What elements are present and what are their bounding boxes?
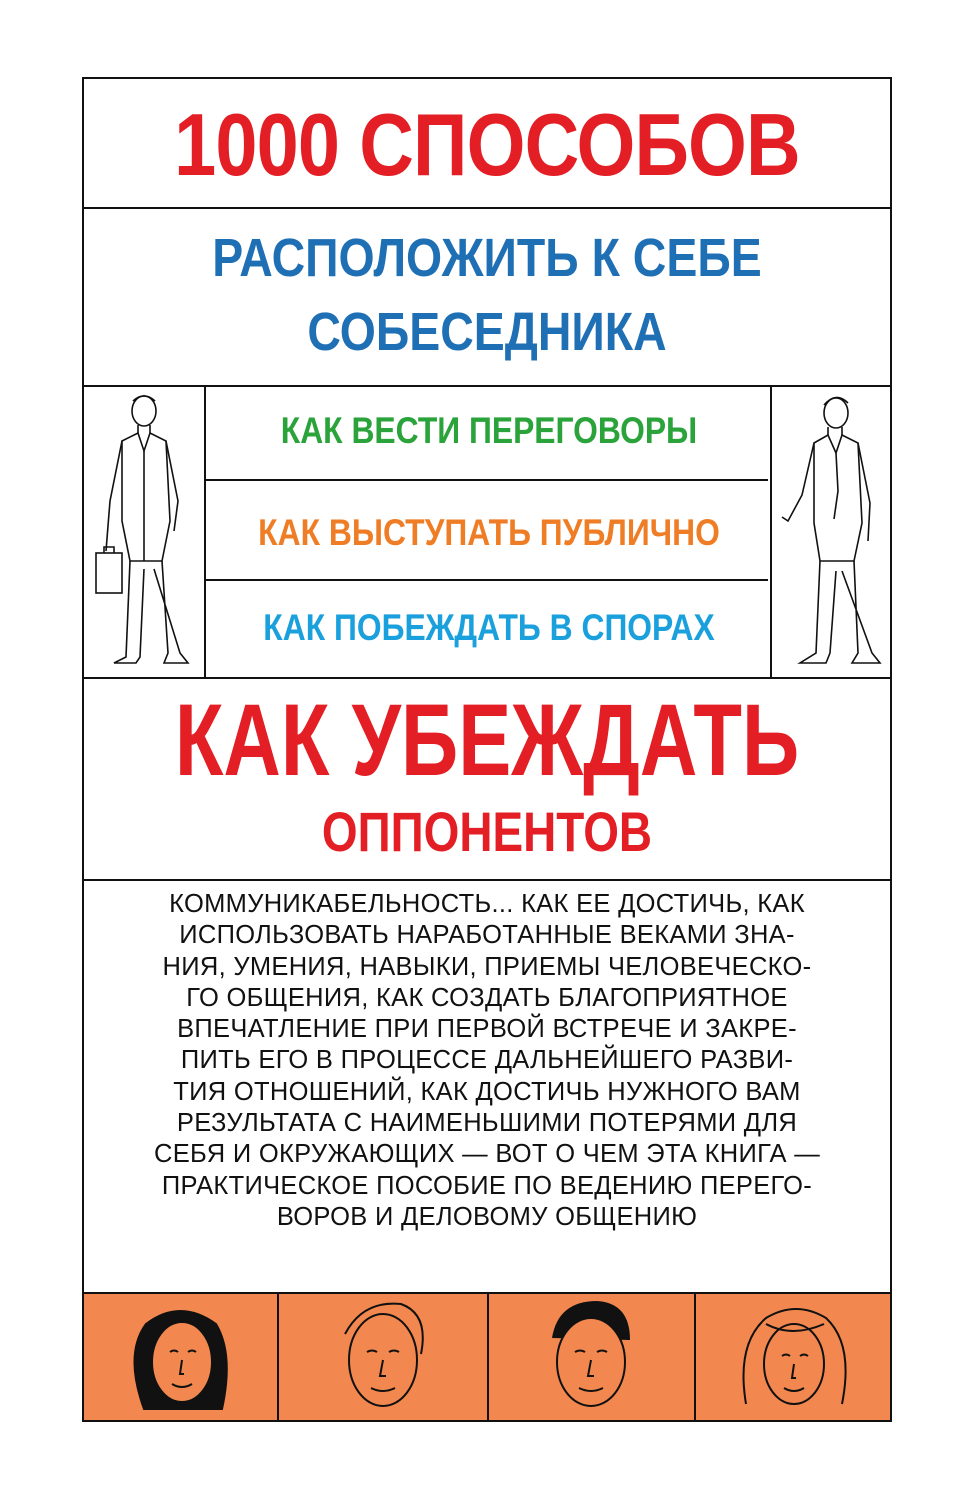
man-face-icon (279, 1294, 487, 1420)
divider (84, 879, 890, 881)
faces-band (84, 1294, 890, 1420)
businessman-gesturing-icon (780, 391, 886, 673)
cover-title: 1000 СПОСОБОВ (174, 95, 800, 194)
divider (206, 479, 768, 481)
woman-face-icon (696, 1294, 890, 1420)
description (84, 889, 890, 1294)
topic-public-speaking: КАК ВЫСТУПАТЬ ПУБЛИЧНО (258, 512, 720, 553)
description-line: НИЯ, УМЕНИЯ, НАВЫКИ, ПРИЕМЫ ЧЕЛОВЕЧЕСКО- (162, 952, 812, 981)
description-line: ВПЕЧАТЛЕНИЕ ПРИ ПЕРВОЙ ВСТРЕЧЕ И ЗАКРЕ- (177, 1015, 797, 1044)
description-line: ПРАКТИЧЕСКОЕ ПОСОБИЕ ПО ВЕДЕНИЮ ПЕРЕГО- (161, 1171, 813, 1200)
divider (204, 385, 206, 677)
description-line: ПИТЬ ЕГО В ПРОЦЕССЕ ДАЛЬНЕЙШЕГО РАЗВИ- (180, 1046, 794, 1075)
main-subtitle: ОППОНЕНТОВ (321, 800, 653, 863)
topic-negotiations: КАК ВЕСТИ ПЕРЕГОВОРЫ (280, 410, 698, 451)
divider (770, 385, 772, 677)
man-face-icon (489, 1294, 694, 1420)
description-line: РЕЗУЛЬТАТА С НАИМЕНЬШИМИ ПОТЕРЯМИ ДЛЯ (176, 1109, 798, 1138)
divider (84, 677, 890, 679)
divider (206, 579, 768, 581)
divider (84, 207, 890, 209)
description-line: ГО ОБЩЕНИЯ, КАК СОЗДАТЬ БЛАГОПРИЯТНОЕ (186, 983, 788, 1012)
topic-arguments: КАК ПОБЕЖДАТЬ В СПОРАХ (263, 607, 715, 648)
book-cover (82, 77, 892, 1422)
description-line: КОММУНИКАБЕЛЬНОСТЬ... КАК ЕЕ ДОСТИЧЬ, КАК (169, 890, 805, 918)
businessman-with-briefcase-icon (92, 391, 198, 673)
description-line: ВОРОВ И ДЕЛОВОМУ ОБЩЕНИЮ (276, 1202, 698, 1231)
woman-face-icon (84, 1294, 277, 1420)
description-line: СЕБЯ И ОКРУЖАЮЩИХ — ВОТ О ЧЕМ ЭТА КНИГА — (154, 1140, 820, 1169)
subtitle-line-1: РАСПОЛОЖИТЬ К СЕБЕ (212, 228, 762, 288)
subtitle-line-2: СОБЕСЕДНИКА (307, 302, 667, 362)
description-line: ТИЯ ОТНОШЕНИЙ, КАК ДОСТИЧЬ НУЖНОГО ВАМ (173, 1077, 801, 1106)
main-title: КАК УБЕЖДАТЬ (174, 683, 800, 797)
description-line: ИСПОЛЬЗОВАТЬ НАРАБОТАННЫЕ ВЕКАМИ ЗНА- (179, 921, 795, 950)
